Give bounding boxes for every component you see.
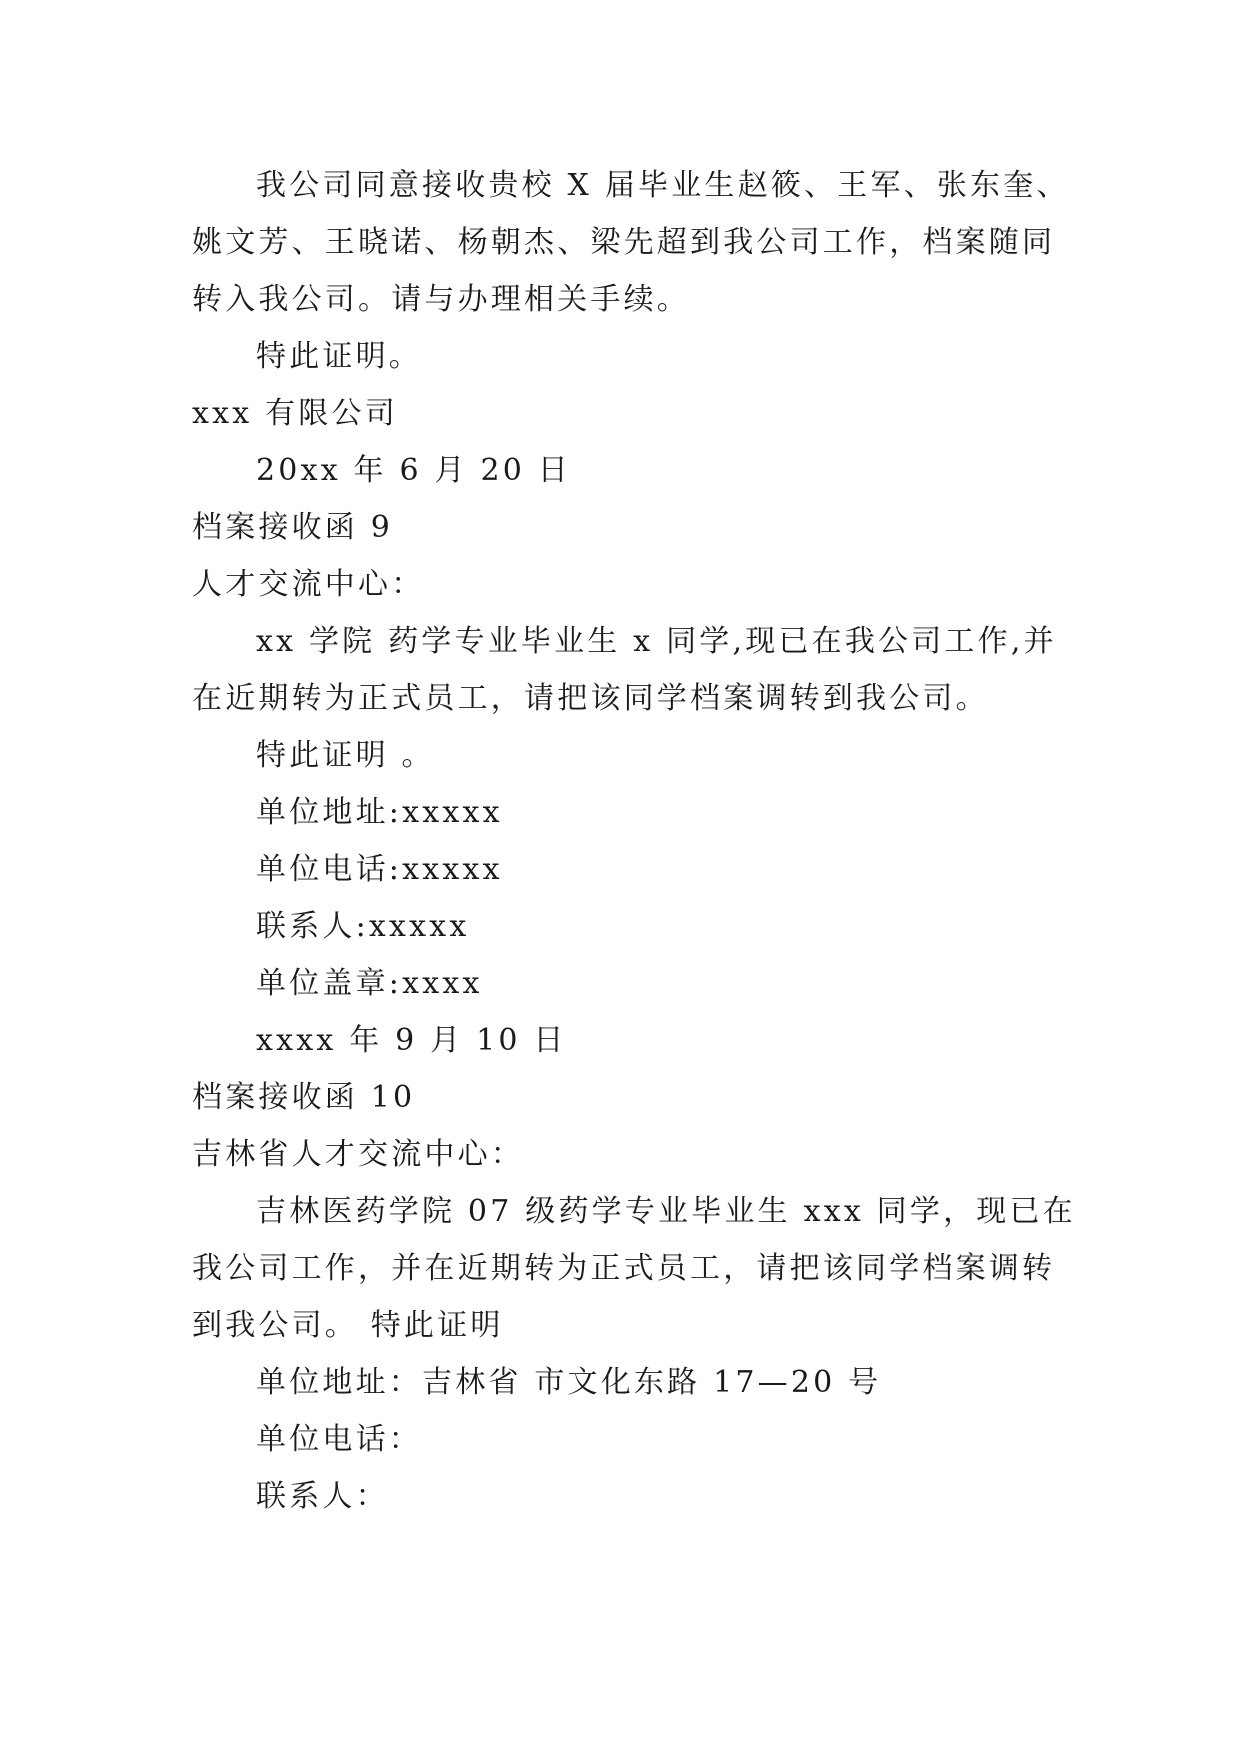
letter8-body-line-1: 我公司同意接收贵校 X 届毕业生赵筱、王军、张东奎、 xyxy=(256,168,1070,203)
letter10-phone: 单位电话： xyxy=(256,1422,422,1457)
letter9-phone: 单位电话:xxxxx xyxy=(256,852,503,887)
letter8-body-line-2: 姚文芳、王晓诺、杨朝杰、梁先超到我公司工作，档案随同 xyxy=(192,225,1056,260)
letter9-address: 单位地址:xxxxx xyxy=(256,795,503,830)
letter9-heading: 档案接收函 9 xyxy=(192,510,394,545)
letter9-recipient: 人才交流中心： xyxy=(192,567,425,602)
letter10-body-line-3: 到我公司。 特此证明 xyxy=(192,1308,504,1343)
letter10-recipient: 吉林省人才交流中心： xyxy=(192,1137,524,1172)
letter8-closing: 特此证明。 xyxy=(256,339,422,374)
letter8-body-line-3: 转入我公司。请与办理相关手续。 xyxy=(192,282,690,317)
letter10-body-line-1: 吉林医药学院 07 级药学专业毕业生 xxx 同学，现已在 xyxy=(256,1194,1076,1229)
letter9-body-line-2: 在近期转为正式员工，请把该同学档案调转到我公司。 xyxy=(192,681,989,716)
letter10-body-line-2: 我公司工作，并在近期转为正式员工，请把该同学档案调转 xyxy=(192,1251,1056,1286)
letter10-heading: 档案接收函 10 xyxy=(192,1080,416,1115)
letter8-company: xxx 有限公司 xyxy=(192,396,398,431)
letter8-date: 20xx 年 6 月 20 日 xyxy=(256,453,571,488)
letter9-date: xxxx 年 9 月 10 日 xyxy=(256,1023,567,1058)
letter10-contact: 联系人： xyxy=(256,1479,389,1514)
letter9-closing: 特此证明 。 xyxy=(256,738,435,773)
letter10-address: 单位地址：吉林省 市文化东路 17—20 号 xyxy=(256,1365,882,1400)
letter9-contact: 联系人:xxxxx xyxy=(256,909,470,944)
letter9-seal: 单位盖章:xxxx xyxy=(256,966,483,1001)
letter9-body-line-1: xx 学院 药学专业毕业生 x 同学,现已在我公司工作,并 xyxy=(256,624,1057,659)
